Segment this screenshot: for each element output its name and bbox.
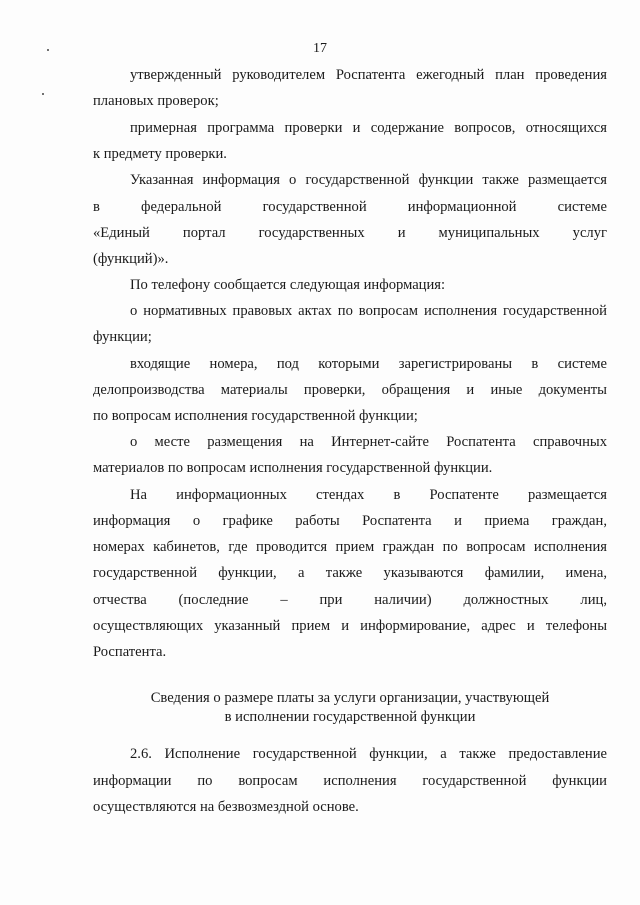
text-line: По телефону сообщается следующая информация: bbox=[130, 277, 446, 293]
text-line: к предмету проверки. bbox=[93, 146, 227, 162]
text-line: государственной функции, а также указываются фамилии, имена, bbox=[93, 565, 607, 581]
text-line: примерная программа проверки и содержание вопросов, относящихся bbox=[130, 120, 607, 136]
text-line: Указанная информация о государственной функции также размещается bbox=[130, 172, 607, 188]
text-line: делопроизводства материалы проверки, обращения и иные документы bbox=[93, 382, 607, 398]
text-line: материалов по вопросам исполнения государственной функции. bbox=[93, 460, 493, 476]
text-line: Роспатента. bbox=[93, 644, 167, 660]
text-line: о нормативных правовых актах по вопросам исполнения государственной bbox=[130, 303, 607, 319]
text-line: о месте размещения на Интернет-сайте Роспатента справочных bbox=[130, 434, 607, 450]
page-number: 17 bbox=[313, 41, 327, 56]
text-line: (функций)». bbox=[93, 251, 169, 267]
text-line: входящие номера, под которыми зарегистрированы в системе bbox=[130, 356, 607, 372]
text-line: в федеральной государственной информационной системе bbox=[93, 199, 607, 215]
text-line: функции; bbox=[93, 329, 152, 345]
text-line: номерах кабинетов, где проводится прием граждан по вопросам исполнения bbox=[93, 539, 607, 555]
text-line: осуществляются на безвозмездной основе. bbox=[93, 799, 359, 815]
text-line: информации по вопросам исполнения государственной функции bbox=[93, 773, 607, 789]
text-line: «Единый портал государственных и муниципальных услуг bbox=[93, 225, 607, 241]
section-heading-line: Сведения о размере платы за услуги организации, участвующей bbox=[150, 690, 550, 706]
text-line: утвержденный руководителем Роспатента ежегодный план проведения bbox=[130, 67, 607, 83]
text-line: по вопросам исполнения государственной функции; bbox=[93, 408, 418, 424]
text-line: отчества (последние – при наличии) должностных лиц, bbox=[93, 592, 607, 608]
scan-speck bbox=[42, 93, 44, 95]
text-line: 2.6. Исполнение государственной функции, а также предоставление bbox=[130, 746, 607, 762]
text-line: плановых проверок; bbox=[93, 93, 219, 109]
section-heading-line: в исполнении государственной функции bbox=[224, 709, 476, 725]
text-line: осуществляющих указанный прием и информирование, адрес и телефоны bbox=[93, 618, 607, 634]
text-line: На информационных стендах в Роспатенте размещается bbox=[130, 487, 607, 503]
text-line: информация о графике работы Роспатента и приема граждан, bbox=[93, 513, 607, 529]
